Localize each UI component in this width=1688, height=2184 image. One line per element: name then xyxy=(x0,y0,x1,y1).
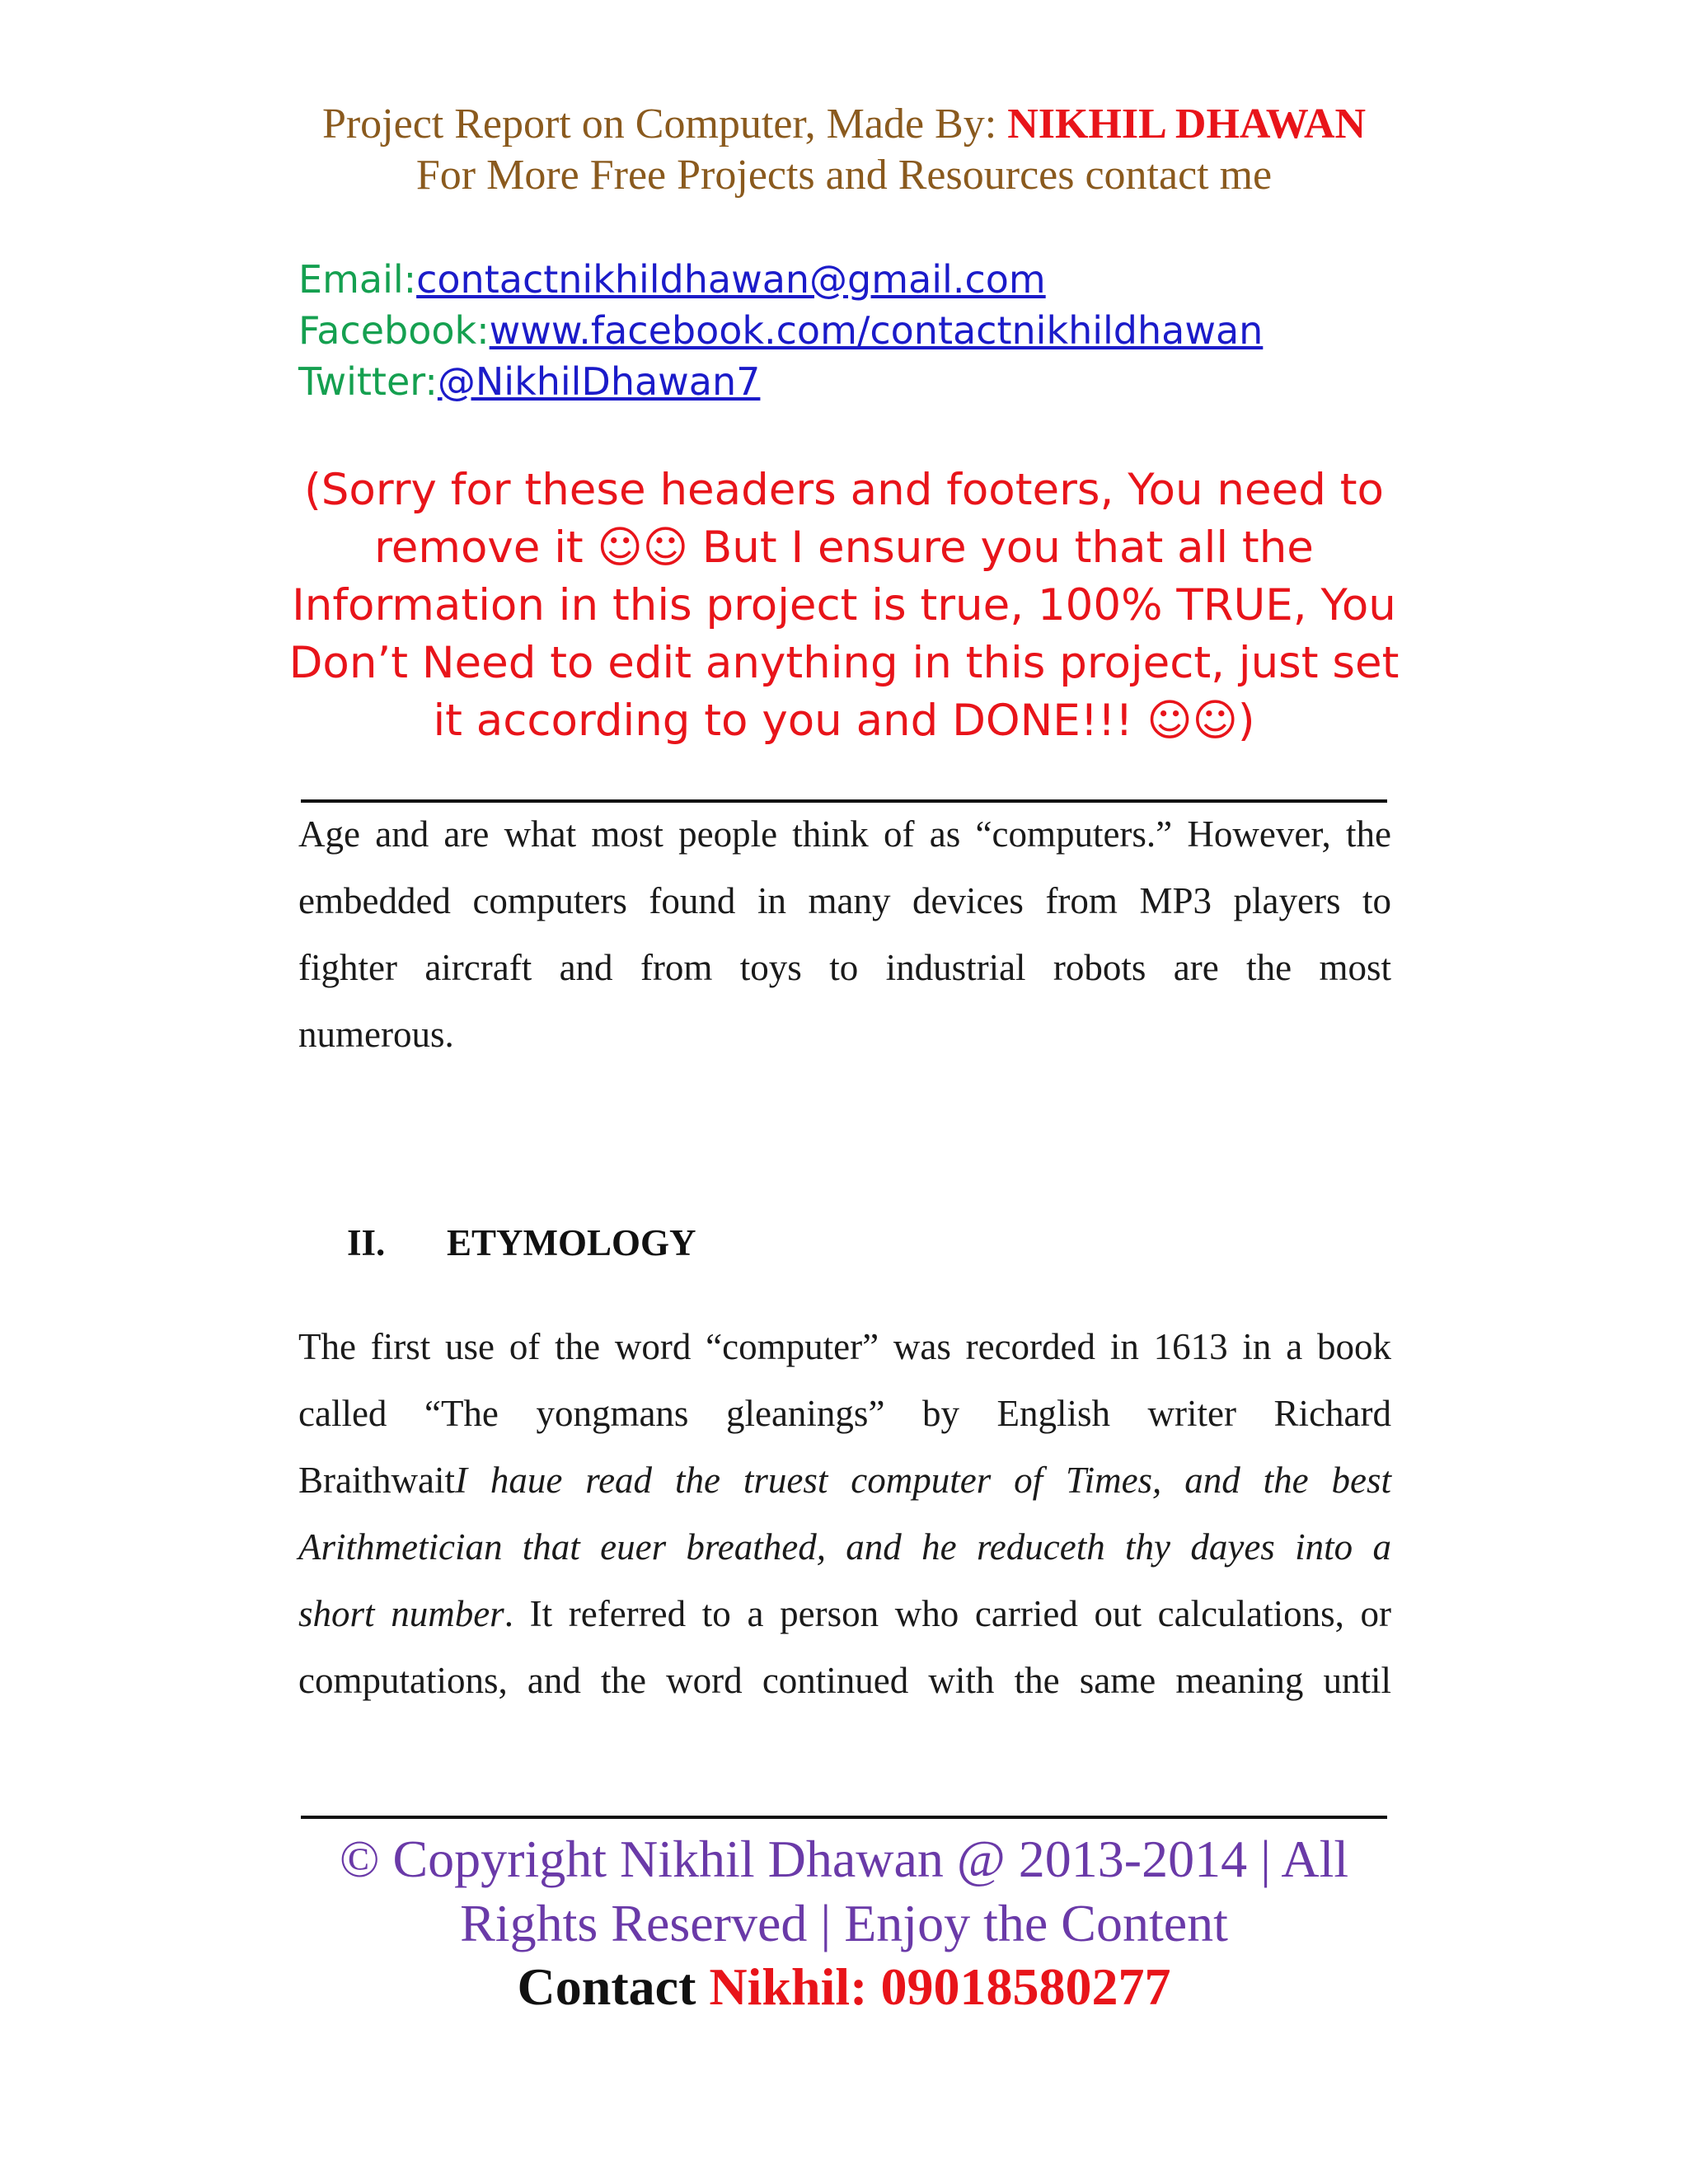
twitter-line xyxy=(298,356,760,407)
text-line: numerous. xyxy=(298,1014,454,1055)
notice-line: Information in this project is true, 100% TRUE, You xyxy=(292,580,1396,630)
text-line: computations, and the word continued with the same meaning until xyxy=(298,1660,1391,1701)
body-paragraph-1 xyxy=(298,801,1391,1068)
author-name: NIKHIL DHAWAN xyxy=(1007,101,1367,148)
facebook-link[interactable]: www.facebook.com/contactnikhildhawan xyxy=(489,308,1264,353)
text-line: Age and are what most people think of as “computers.” However, the xyxy=(298,813,1391,855)
section-number: II. xyxy=(347,1222,386,1263)
section-title: ETYMOLOGY xyxy=(447,1222,696,1263)
text-line: fighter aircraft and from toys to industrial robots are the most xyxy=(298,947,1391,988)
notice-line: (Sorry for these headers and footers, You need to xyxy=(304,465,1384,515)
footer-contact-phone: Nikhil: 09018580277 xyxy=(709,1957,1171,2016)
text-regular: Braithwait xyxy=(298,1460,455,1501)
footer-contact-prefix: Contact xyxy=(517,1957,710,2016)
header-prefix: Project Report on Computer, Made By: xyxy=(321,101,1008,148)
notice-block xyxy=(288,462,1400,750)
email-label: Email: xyxy=(298,257,417,302)
quote-italic: I haue read the truest computer of Times, and the best xyxy=(454,1460,1391,1501)
email-link[interactable]: contactnikhildhawan@gmail.com xyxy=(416,257,1046,302)
notice-line: Don’t Need to edit anything in this project, just set xyxy=(288,638,1400,688)
header-line-2: For More Free Projects and Resources contact me xyxy=(415,152,1273,199)
facebook-line xyxy=(298,305,1263,356)
body-paragraph-2 xyxy=(298,1314,1391,1714)
footer-copyright-line-1: © Copyright Nikhil Dhawan @ 2013-2014 | All xyxy=(339,1830,1349,1888)
footer-copyright-line-2: Rights Reserved | Enjoy the Content xyxy=(460,1894,1228,1952)
facebook-label: Facebook: xyxy=(298,308,490,353)
header-line-1 xyxy=(298,99,1390,150)
text-regular: . It referred to a person who carried out calculations, or xyxy=(504,1593,1391,1634)
text-line: embedded computers found in many devices from MP3 players to xyxy=(298,880,1391,921)
twitter-label: Twitter: xyxy=(298,359,438,404)
notice-line: it according to you and DONE!!! ☺☺) xyxy=(433,696,1255,746)
twitter-link[interactable]: @NikhilDhawan7 xyxy=(437,359,761,404)
text-line xyxy=(298,1581,1391,1647)
quote-italic: Arithmetician that euer breathed, and he reduceth thy dayes into a xyxy=(298,1526,1391,1568)
quote-italic: short number xyxy=(298,1593,504,1634)
notice-line: remove it ☺☺ But I ensure you that all the xyxy=(374,523,1314,573)
footer-contact xyxy=(298,1956,1390,2018)
text-line: called “The yongmans gleanings” by English writer Richard xyxy=(298,1393,1391,1434)
email-line xyxy=(298,254,1046,305)
text-line xyxy=(298,1514,1391,1581)
text-line xyxy=(298,1447,1391,1514)
text-line: The first use of the word “computer” was recorded in 1613 in a book xyxy=(298,1326,1391,1367)
footer-divider xyxy=(301,1816,1387,1819)
